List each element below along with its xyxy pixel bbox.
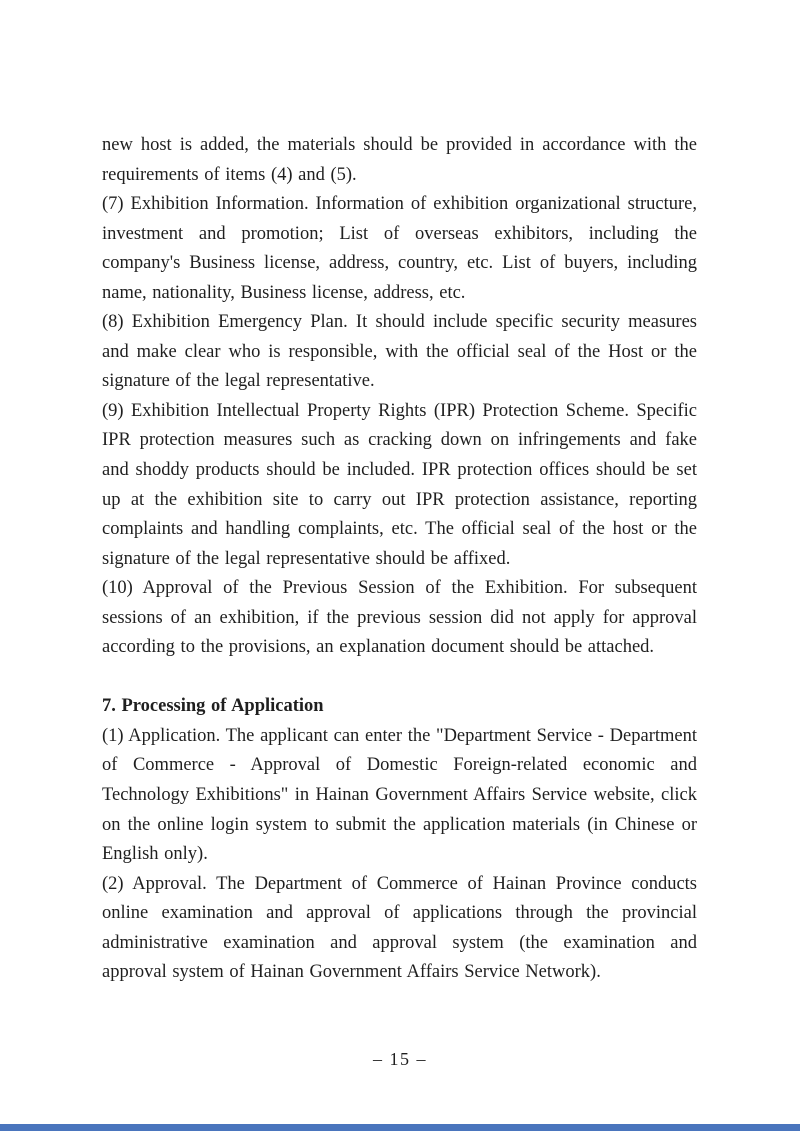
- paragraph: (9) Exhibition Intellectual Property Rights (IPR) Protection Scheme. Specific IPR protection measures such as cracking down on infringements and fake and shoddy products should be included. IPR protection offices should be set up at the exhibition site to carry out IPR protection assistance, reporting complaints and handling complaints, etc. The official seal of the host or the signature of the legal representative should be affixed.: [102, 400, 697, 569]
- blank-line: [102, 663, 697, 693]
- paragraph: (2) Approval. The Department of Commerce of Hainan Province conducts online examination and approval of applications through the provincial administrative examination and approval system (the examination and approval system of Hainan Government Affairs Service Network).: [102, 873, 697, 983]
- paragraph: (7) Exhibition Information. Information of exhibition organizational structure, investment and promotion; List of overseas exhibitors, including the company's Business license, address, country, etc. List of buyers, including name, nationality, Business license, address, etc.: [102, 194, 697, 303]
- page-content: [102, 131, 697, 988]
- paragraph: (1) Application. The applicant can enter the "Department Service - Department of Commerce - Approval of Domestic Foreign-related economic and Technology Exhibitions" in Hainan Government Affairs Service website, click on the online login system to submit the application materials (in Chinese or English only).: [102, 725, 697, 865]
- paragraph: (8) Exhibition Emergency Plan. It should include specific security measures and make clear who is responsible, with the official seal of the Host or the signature of the legal representative.: [102, 312, 697, 392]
- bottom-accent-bar: [0, 1124, 800, 1131]
- paragraph: (10) Approval of the Previous Session of the Exhibition. For subsequent sessions of an exhibition, if the previous session did not apply for approval according to the provisions, an explanation document should be attached.: [102, 578, 697, 658]
- section-heading: 7. Processing of Application: [102, 696, 324, 717]
- paragraph: new host is added, the materials should be provided in accordance with the requirements of items (4) and (5).: [102, 135, 697, 185]
- page-number: – 15 –: [373, 1049, 427, 1069]
- page-footer: [0, 1049, 800, 1070]
